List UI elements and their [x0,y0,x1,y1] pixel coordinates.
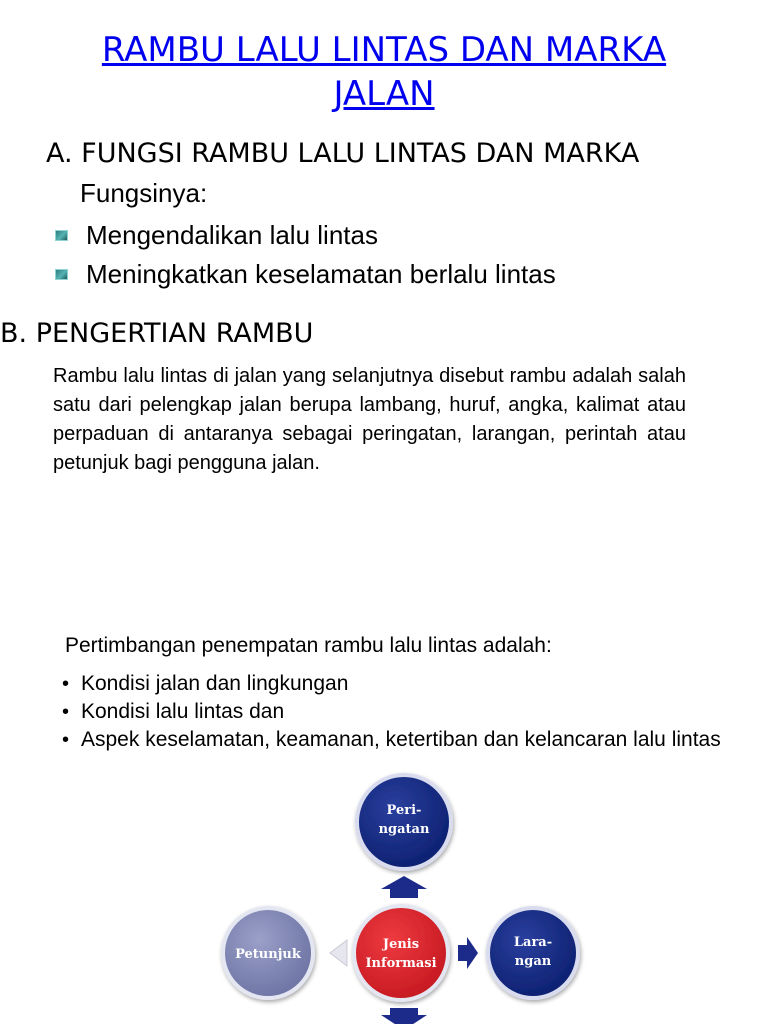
dot-bullet-icon: • [62,701,70,723]
diagram-node-jenis-informasi [354,906,448,1000]
diagram-node-label: Jenis [382,937,420,952]
list-item-text: Aspek keselamatan, keamanan, ketertiban dan kelancaran lalu lintas [81,728,721,751]
diagram-node-label: ngan [514,954,552,969]
list-item-text: Kondisi jalan dan lingkungan [81,672,349,695]
page-title-line-2: JALAN [333,74,435,114]
section-a-subtitle: Fungsinya: [80,178,208,208]
dot-bullet-icon: • [62,729,70,751]
diagram-node-label: Peri- [386,803,422,818]
diagram-node-label: Lara- [513,935,553,950]
arrow-up-icon [381,876,427,898]
diagram-node-label: Petunjuk [235,947,301,962]
list-item-text: Mengendalikan lalu lintas [86,220,378,250]
arrow-right-icon [458,937,478,969]
section-b-heading: B. PENGERTIAN RAMBU [0,318,314,349]
dot-bullet-icon: • [62,673,70,695]
diagram-node-label: Informasi [365,956,437,971]
list-item-text: Meningkatkan keselamatan berlalu lintas [86,259,556,289]
page-title-line-1: RAMBU LALU LINTAS DAN MARKA [101,30,667,70]
arrow-down-icon [381,1008,427,1024]
definition-paragraph: Rambu lalu lintas di jalan yang selanjutnya disebut rambu adalah salah satu dari pelengkap jalan berupa lambang, huruf, angka, kalimat atau perpaduan di antaranya sebagai peringatan, larangan, perintah atau petunjuk bagi pengguna jalan. [53,365,686,474]
diagram-node-larangan [488,908,578,998]
arrow-left-icon [330,940,347,966]
section-a-heading: A. FUNGSI RAMBU LALU LINTAS DAN MARKA [46,138,640,169]
consideration-intro: Pertimbangan penempatan rambu lalu lintas adalah: [65,634,552,657]
diagram-node-label: ngatan [378,822,430,837]
list-item-text: Kondisi lalu lintas dan [81,700,285,723]
